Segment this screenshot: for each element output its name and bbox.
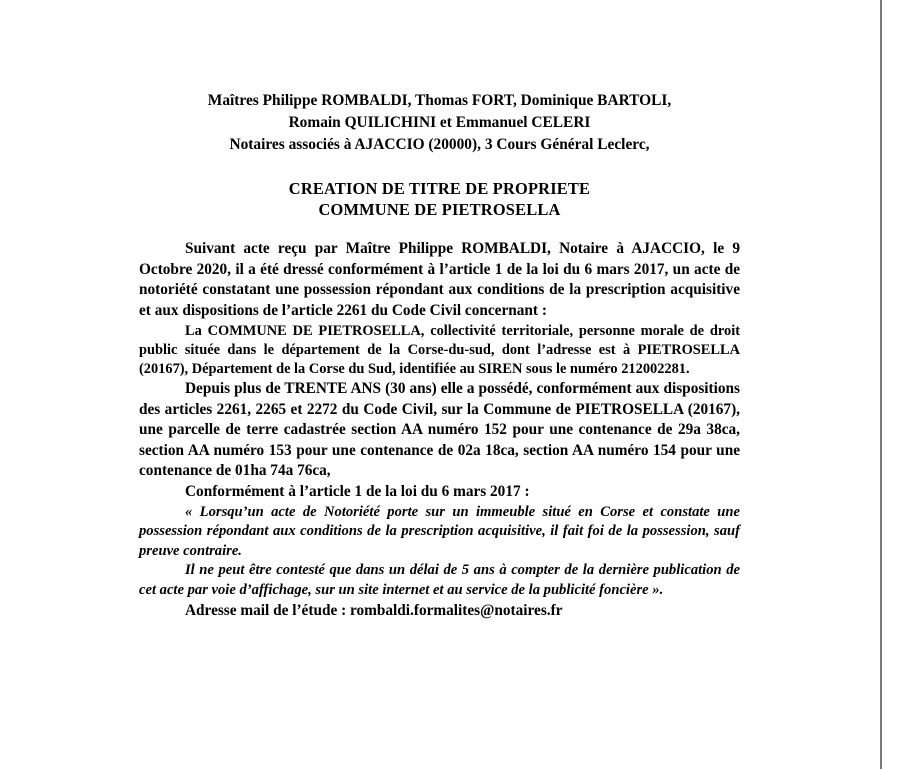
paragraph-citation-loi-1: « Lorsqu’un acte de Notoriété porte sur un immeuble situé en Corse et constate une possession répondant aux conditions de la prescription acquisitive, il fait foi de la possession, sauf preuve contraire. [139, 503, 740, 559]
notary-header-line-2: Romain QUILICHINI et Emmanuel CELERI [288, 113, 591, 131]
notary-header-line-1: Maîtres Philippe ROMBALDI, Thomas FORT, Dominique BARTOLI, [207, 92, 672, 109]
right-edge-gutter [880, 0, 898, 769]
paragraph-possession-trente-ans: Depuis plus de TRENTE ANS (30 ans) elle a possédé, conformément aux dispositions des articles 2261, 2265 et 2272 du Code Civil, sur la Commune de PIETROSELLA (20167), une parcelle de terre cadastrée section AA numéro 152 pour une contenance de 29a 38ca, section AA numéro 153 pour une contenance de 02a 18ca, section AA numéro 154 pour une contenance de 01ha 74a 76ca, [139, 380, 740, 480]
document-title-line-1: CREATION DE TITRE DE PROPRIETE [288, 178, 591, 198]
document-title [139, 178, 740, 222]
paragraph-adresse-mail: Adresse mail de l’étude : rombaldi.formalites@notaires.fr [185, 601, 563, 619]
document-text-column [139, 90, 740, 621]
notary-header-line-3: Notaires associés à AJACCIO (20000), 3 Cours Général Leclerc, [229, 135, 650, 153]
paragraph-commune-identite: La COMMUNE DE PIETROSELLA, collectivité territoriale, personne morale de droit public située dans le département de la Corse-du-sud, dont l’adresse est à PIETROSELLA (20167), Département de la Corse du Sud, identifiée au SIREN sous le numéro 212002281. [139, 322, 740, 377]
notary-header [139, 90, 740, 156]
paragraph-citation-loi-2: Il ne peut être contesté que dans un délai de 5 ans à compter de la dernière publication de cet acte par voie d’affichage, sur un site internet et au service de la publicité foncière ». [139, 562, 740, 599]
document-title-line-2: COMMUNE DE PIETROSELLA [318, 200, 561, 220]
paragraph-conformement-article: Conformément à l’article 1 de la loi du 6 mars 2017 : [185, 482, 530, 500]
paragraph-suivant-acte: Suivant acte reçu par Maître Philippe ROMBALDI, Notaire à AJACCIO, le 9 Octobre 2020, il a été dressé conformément à l’article 1 de la loi du 6 mars 2017, un acte de notoriété constatant une possession répondant aux conditions de la prescription acquisitive et aux dispositions de l’article 2261 du Code Civil concernant : [139, 240, 740, 319]
